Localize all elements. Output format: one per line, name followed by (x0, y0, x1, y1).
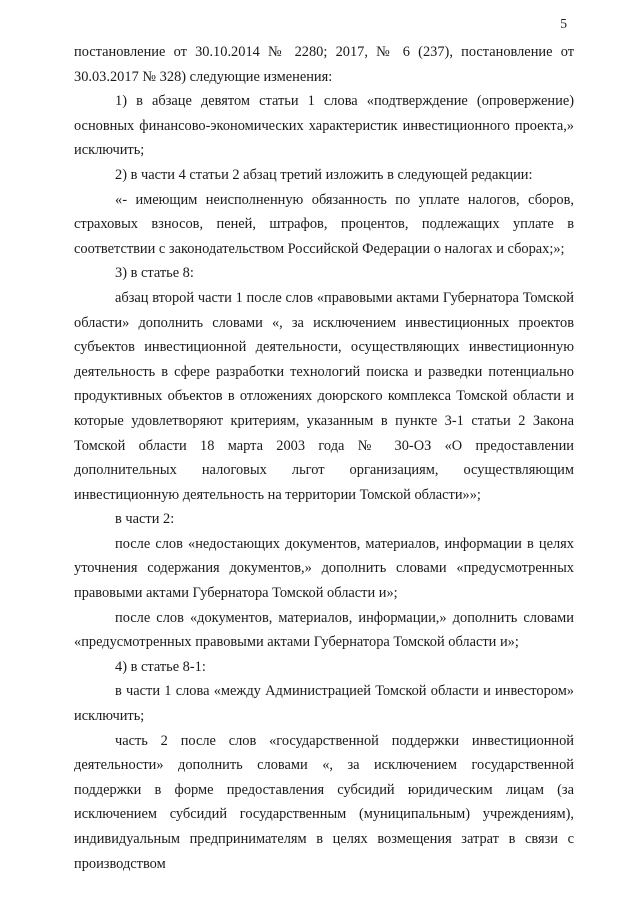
paragraph-6: абзац второй части 1 после слов «правовыми актами Губернатора Томской области» дополнить словами «, за исключением инвестиционных проектов субъектов инвестиционной деятельности, осуществляющих инвестиционную деятельность в сфере разработки технологий поиска и разведки потенциально продуктивных объектов в отложениях доюрского комплекса Томской области и которые удовлетворяют критериям, указанным в пункте 3-1 статьи 2 Закона Томской области 18 марта 2003 года № 30-ОЗ «О предоставлении дополнительных налоговых льгот организациям, осуществляющим инвестиционную деятельность на территории Томской области»»; (74, 289, 574, 503)
paragraph-12: часть 2 после слов «государственной поддержки инвестиционной деятельности» дополнить словами «, за исключением государственной поддержки в форме предоставления субсидий юридическим лицам (за исключением субсидий государственным (муниципальным) учреждениям), индивидуальным предпринимателям в целях возмещения затрат в связи с производством (74, 732, 574, 872)
paragraph-1: постановление от 30.10.2014 № 2280; 2017, № 6 (237), постановление от 30.03.2017 № 328) следующие изменения: (74, 44, 574, 85)
paragraph-3: 2) в части 4 статьи 2 абзац третий изложить в следующей редакции: (115, 166, 533, 183)
paragraph-8: после слов «недостающих документов, материалов, информации в целях уточнения содержания документов,» дополнить словами «предусмотренных правовыми актами Губернатора Томской области и»; (74, 535, 574, 602)
paragraph-2: 1) в абзаце девятом статьи 1 слова «подтверждение (опровержение) основных финансово-экономических характеристик инвестиционного проекта,» исключить; (74, 93, 574, 159)
document-body (74, 40, 574, 876)
paragraph-7: в части 2: (115, 511, 175, 528)
paragraph-10: 4) в статье 8-1: (115, 658, 206, 675)
paragraph-11: в части 1 слова «между Администрацией Томской области и инвестором» исключить; (74, 683, 574, 725)
paragraph-5: 3) в статье 8: (115, 265, 194, 282)
paragraph-4: «- имеющим неисполненную обязанность по уплате налогов, сборов, страховых взносов, пеней, штрафов, процентов, подлежащих уплате в соответствии с законодательством Российской Федерации о налогах и сборах;»; (74, 191, 574, 257)
page-number: 5 (560, 16, 567, 31)
paragraph-9: после слов «документов, материалов, информации,» дополнить словами «предусмотренных правовыми актами Губернатора Томской области и»; (74, 609, 574, 651)
